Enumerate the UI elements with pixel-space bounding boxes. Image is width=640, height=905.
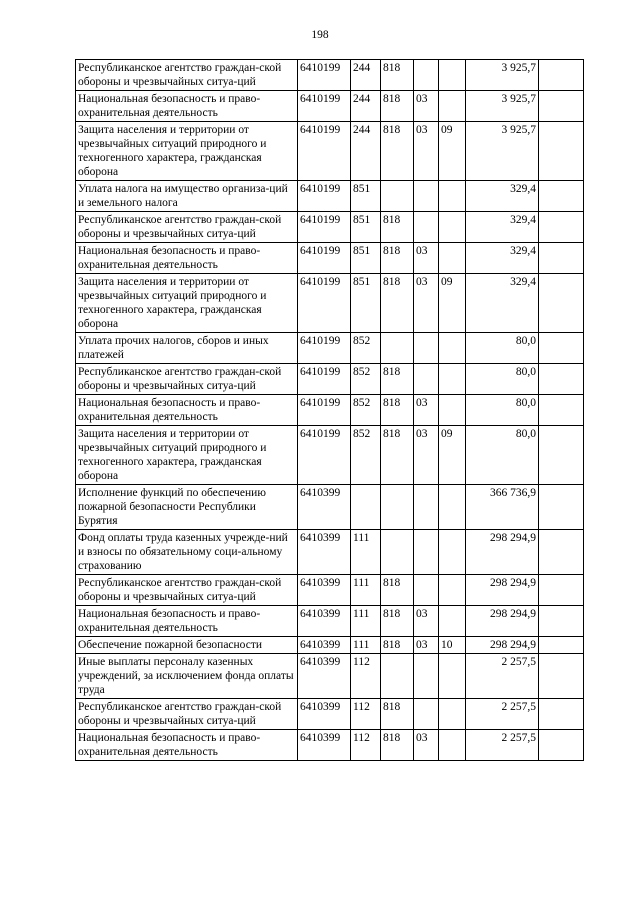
row-name-cell: Иные выплаты персоналу казенных учреждений, за исключением фонда оплаты труда — [76, 654, 298, 699]
budget-table — [75, 59, 584, 761]
empty-extra-cell — [539, 654, 584, 699]
expense-type-code-cell: 852 — [351, 395, 381, 426]
expense-type-code-cell: 112 — [351, 654, 381, 699]
section-code-cell: 03 — [414, 637, 439, 654]
section-code-cell: 03 — [414, 395, 439, 426]
expense-type-code-cell: 851 — [351, 181, 381, 212]
ministry-code-cell — [381, 333, 414, 364]
amount-cell: 329,4 — [466, 274, 539, 333]
target-article-code-cell: 6410399 — [298, 730, 351, 761]
ministry-code-cell: 818 — [381, 122, 414, 181]
expense-type-code-cell: 112 — [351, 699, 381, 730]
ministry-code-cell: 818 — [381, 426, 414, 485]
table-row — [76, 395, 584, 426]
table-row — [76, 212, 584, 243]
subsection-code-cell — [439, 530, 466, 575]
section-code-cell — [414, 181, 439, 212]
subsection-code-cell — [439, 181, 466, 212]
subsection-code-cell — [439, 730, 466, 761]
section-code-cell: 03 — [414, 730, 439, 761]
row-name-cell: Уплата налога на имущество организа-ций и земельного налога — [76, 181, 298, 212]
amount-cell: 366 736,9 — [466, 485, 539, 530]
expense-type-code-cell: 244 — [351, 91, 381, 122]
table-row — [76, 654, 584, 699]
amount-cell: 298 294,9 — [466, 575, 539, 606]
expense-type-code-cell: 111 — [351, 575, 381, 606]
expense-type-code-cell: 851 — [351, 274, 381, 333]
amount-cell: 298 294,9 — [466, 606, 539, 637]
row-name-cell: Национальная безопасность и право-охранительная деятельность — [76, 730, 298, 761]
subsection-code-cell — [439, 606, 466, 637]
empty-extra-cell — [539, 530, 584, 575]
table-row — [76, 730, 584, 761]
row-name-cell: Национальная безопасность и право-охранительная деятельность — [76, 606, 298, 637]
row-name-cell: Республиканское агентство граждан-ской обороны и чрезвычайных ситуа-ций — [76, 699, 298, 730]
target-article-code-cell: 6410199 — [298, 395, 351, 426]
expense-type-code-cell: 851 — [351, 243, 381, 274]
row-name-cell: Национальная безопасность и право-охранительная деятельность — [76, 243, 298, 274]
subsection-code-cell: 09 — [439, 274, 466, 333]
table-row — [76, 575, 584, 606]
subsection-code-cell — [439, 60, 466, 91]
empty-extra-cell — [539, 606, 584, 637]
subsection-code-cell — [439, 575, 466, 606]
expense-type-code-cell: 852 — [351, 364, 381, 395]
row-name-cell: Защита населения и территории от чрезвычайных ситуаций природного и техногенного характера, гражданская оборона — [76, 122, 298, 181]
table-row — [76, 91, 584, 122]
table-row — [76, 637, 584, 654]
ministry-code-cell: 818 — [381, 212, 414, 243]
subsection-code-cell: 10 — [439, 637, 466, 654]
target-article-code-cell: 6410399 — [298, 637, 351, 654]
table-row — [76, 274, 584, 333]
expense-type-code-cell: 112 — [351, 730, 381, 761]
subsection-code-cell — [439, 243, 466, 274]
amount-cell: 2 257,5 — [466, 654, 539, 699]
empty-extra-cell — [539, 274, 584, 333]
empty-extra-cell — [539, 699, 584, 730]
subsection-code-cell — [439, 91, 466, 122]
subsection-code-cell — [439, 395, 466, 426]
target-article-code-cell: 6410199 — [298, 91, 351, 122]
subsection-code-cell — [439, 364, 466, 395]
table-row — [76, 243, 584, 274]
subsection-code-cell — [439, 485, 466, 530]
row-name-cell: Обеспечение пожарной безопасности — [76, 637, 298, 654]
target-article-code-cell: 6410399 — [298, 606, 351, 637]
expense-type-code-cell: 851 — [351, 212, 381, 243]
target-article-code-cell: 6410399 — [298, 530, 351, 575]
ministry-code-cell: 818 — [381, 395, 414, 426]
amount-cell: 3 925,7 — [466, 91, 539, 122]
amount-cell: 2 257,5 — [466, 730, 539, 761]
table-row — [76, 333, 584, 364]
section-code-cell — [414, 654, 439, 699]
amount-cell: 3 925,7 — [466, 122, 539, 181]
amount-cell: 298 294,9 — [466, 637, 539, 654]
section-code-cell — [414, 333, 439, 364]
subsection-code-cell — [439, 654, 466, 699]
empty-extra-cell — [539, 426, 584, 485]
row-name-cell: Национальная безопасность и право-охранительная деятельность — [76, 395, 298, 426]
subsection-code-cell: 09 — [439, 122, 466, 181]
ministry-code-cell: 818 — [381, 243, 414, 274]
subsection-code-cell — [439, 212, 466, 243]
ministry-code-cell: 818 — [381, 274, 414, 333]
section-code-cell — [414, 530, 439, 575]
target-article-code-cell: 6410199 — [298, 274, 351, 333]
section-code-cell: 03 — [414, 91, 439, 122]
section-code-cell — [414, 575, 439, 606]
empty-extra-cell — [539, 212, 584, 243]
row-name-cell: Защита населения и территории от чрезвычайных ситуаций природного и техногенного характера, гражданская оборона — [76, 274, 298, 333]
empty-extra-cell — [539, 485, 584, 530]
table-row — [76, 122, 584, 181]
subsection-code-cell — [439, 699, 466, 730]
section-code-cell: 03 — [414, 122, 439, 181]
target-article-code-cell: 6410199 — [298, 122, 351, 181]
row-name-cell: Республиканское агентство граждан-ской обороны и чрезвычайных ситуа-ций — [76, 575, 298, 606]
amount-cell: 329,4 — [466, 243, 539, 274]
row-name-cell: Фонд оплаты труда казенных учрежде-ний и взносы по обязательному соци-альному страхованию — [76, 530, 298, 575]
amount-cell: 2 257,5 — [466, 699, 539, 730]
row-name-cell: Республиканское агентство граждан-ской обороны и чрезвычайных ситуа-ций — [76, 212, 298, 243]
empty-extra-cell — [539, 637, 584, 654]
row-name-cell: Уплата прочих налогов, сборов и иных платежей — [76, 333, 298, 364]
table-row — [76, 181, 584, 212]
expense-type-code-cell: 244 — [351, 60, 381, 91]
section-code-cell — [414, 364, 439, 395]
empty-extra-cell — [539, 91, 584, 122]
expense-type-code-cell: 852 — [351, 426, 381, 485]
amount-cell: 80,0 — [466, 426, 539, 485]
target-article-code-cell: 6410399 — [298, 654, 351, 699]
empty-extra-cell — [539, 122, 584, 181]
target-article-code-cell: 6410199 — [298, 243, 351, 274]
ministry-code-cell — [381, 654, 414, 699]
table-row — [76, 606, 584, 637]
section-code-cell: 03 — [414, 274, 439, 333]
empty-extra-cell — [539, 575, 584, 606]
section-code-cell: 03 — [414, 606, 439, 637]
section-code-cell — [414, 699, 439, 730]
target-article-code-cell: 6410199 — [298, 212, 351, 243]
table-row — [76, 426, 584, 485]
target-article-code-cell: 6410399 — [298, 485, 351, 530]
table-row — [76, 485, 584, 530]
ministry-code-cell: 818 — [381, 699, 414, 730]
amount-cell: 80,0 — [466, 333, 539, 364]
row-name-cell: Национальная безопасность и право-охранительная деятельность — [76, 91, 298, 122]
ministry-code-cell: 818 — [381, 91, 414, 122]
table-row — [76, 364, 584, 395]
expense-type-code-cell — [351, 485, 381, 530]
expense-type-code-cell: 111 — [351, 637, 381, 654]
table-row — [76, 60, 584, 91]
target-article-code-cell: 6410199 — [298, 333, 351, 364]
target-article-code-cell: 6410199 — [298, 60, 351, 91]
ministry-code-cell: 818 — [381, 60, 414, 91]
amount-cell: 329,4 — [466, 181, 539, 212]
ministry-code-cell: 818 — [381, 637, 414, 654]
empty-extra-cell — [539, 395, 584, 426]
page-number: 198 — [311, 29, 329, 41]
row-name-cell: Исполнение функций по обеспечению пожарной безопасности Республики Бурятия — [76, 485, 298, 530]
amount-cell: 298 294,9 — [466, 530, 539, 575]
target-article-code-cell: 6410199 — [298, 364, 351, 395]
amount-cell: 80,0 — [466, 364, 539, 395]
empty-extra-cell — [539, 730, 584, 761]
ministry-code-cell: 818 — [381, 364, 414, 395]
section-code-cell — [414, 212, 439, 243]
ministry-code-cell — [381, 485, 414, 530]
empty-extra-cell — [539, 333, 584, 364]
expense-type-code-cell: 244 — [351, 122, 381, 181]
empty-extra-cell — [539, 364, 584, 395]
row-name-cell: Республиканское агентство граждан-ской обороны и чрезвычайных ситуа-ций — [76, 60, 298, 91]
ministry-code-cell: 818 — [381, 606, 414, 637]
target-article-code-cell: 6410399 — [298, 699, 351, 730]
ministry-code-cell: 818 — [381, 575, 414, 606]
section-code-cell — [414, 485, 439, 530]
ministry-code-cell — [381, 530, 414, 575]
table-row — [76, 530, 584, 575]
section-code-cell — [414, 60, 439, 91]
subsection-code-cell: 09 — [439, 426, 466, 485]
amount-cell: 80,0 — [466, 395, 539, 426]
subsection-code-cell — [439, 333, 466, 364]
row-name-cell: Республиканское агентство граждан-ской обороны и чрезвычайных ситуа-ций — [76, 364, 298, 395]
empty-extra-cell — [539, 60, 584, 91]
target-article-code-cell: 6410399 — [298, 575, 351, 606]
target-article-code-cell: 6410199 — [298, 426, 351, 485]
expense-type-code-cell: 111 — [351, 530, 381, 575]
expense-type-code-cell: 852 — [351, 333, 381, 364]
expense-type-code-cell: 111 — [351, 606, 381, 637]
amount-cell: 329,4 — [466, 212, 539, 243]
row-name-cell: Защита населения и территории от чрезвычайных ситуаций природного и техногенного характера, гражданская оборона — [76, 426, 298, 485]
table-body — [76, 60, 584, 761]
section-code-cell: 03 — [414, 426, 439, 485]
section-code-cell: 03 — [414, 243, 439, 274]
ministry-code-cell — [381, 181, 414, 212]
empty-extra-cell — [539, 243, 584, 274]
ministry-code-cell: 818 — [381, 730, 414, 761]
target-article-code-cell: 6410199 — [298, 181, 351, 212]
amount-cell: 3 925,7 — [466, 60, 539, 91]
empty-extra-cell — [539, 181, 584, 212]
table-row — [76, 699, 584, 730]
